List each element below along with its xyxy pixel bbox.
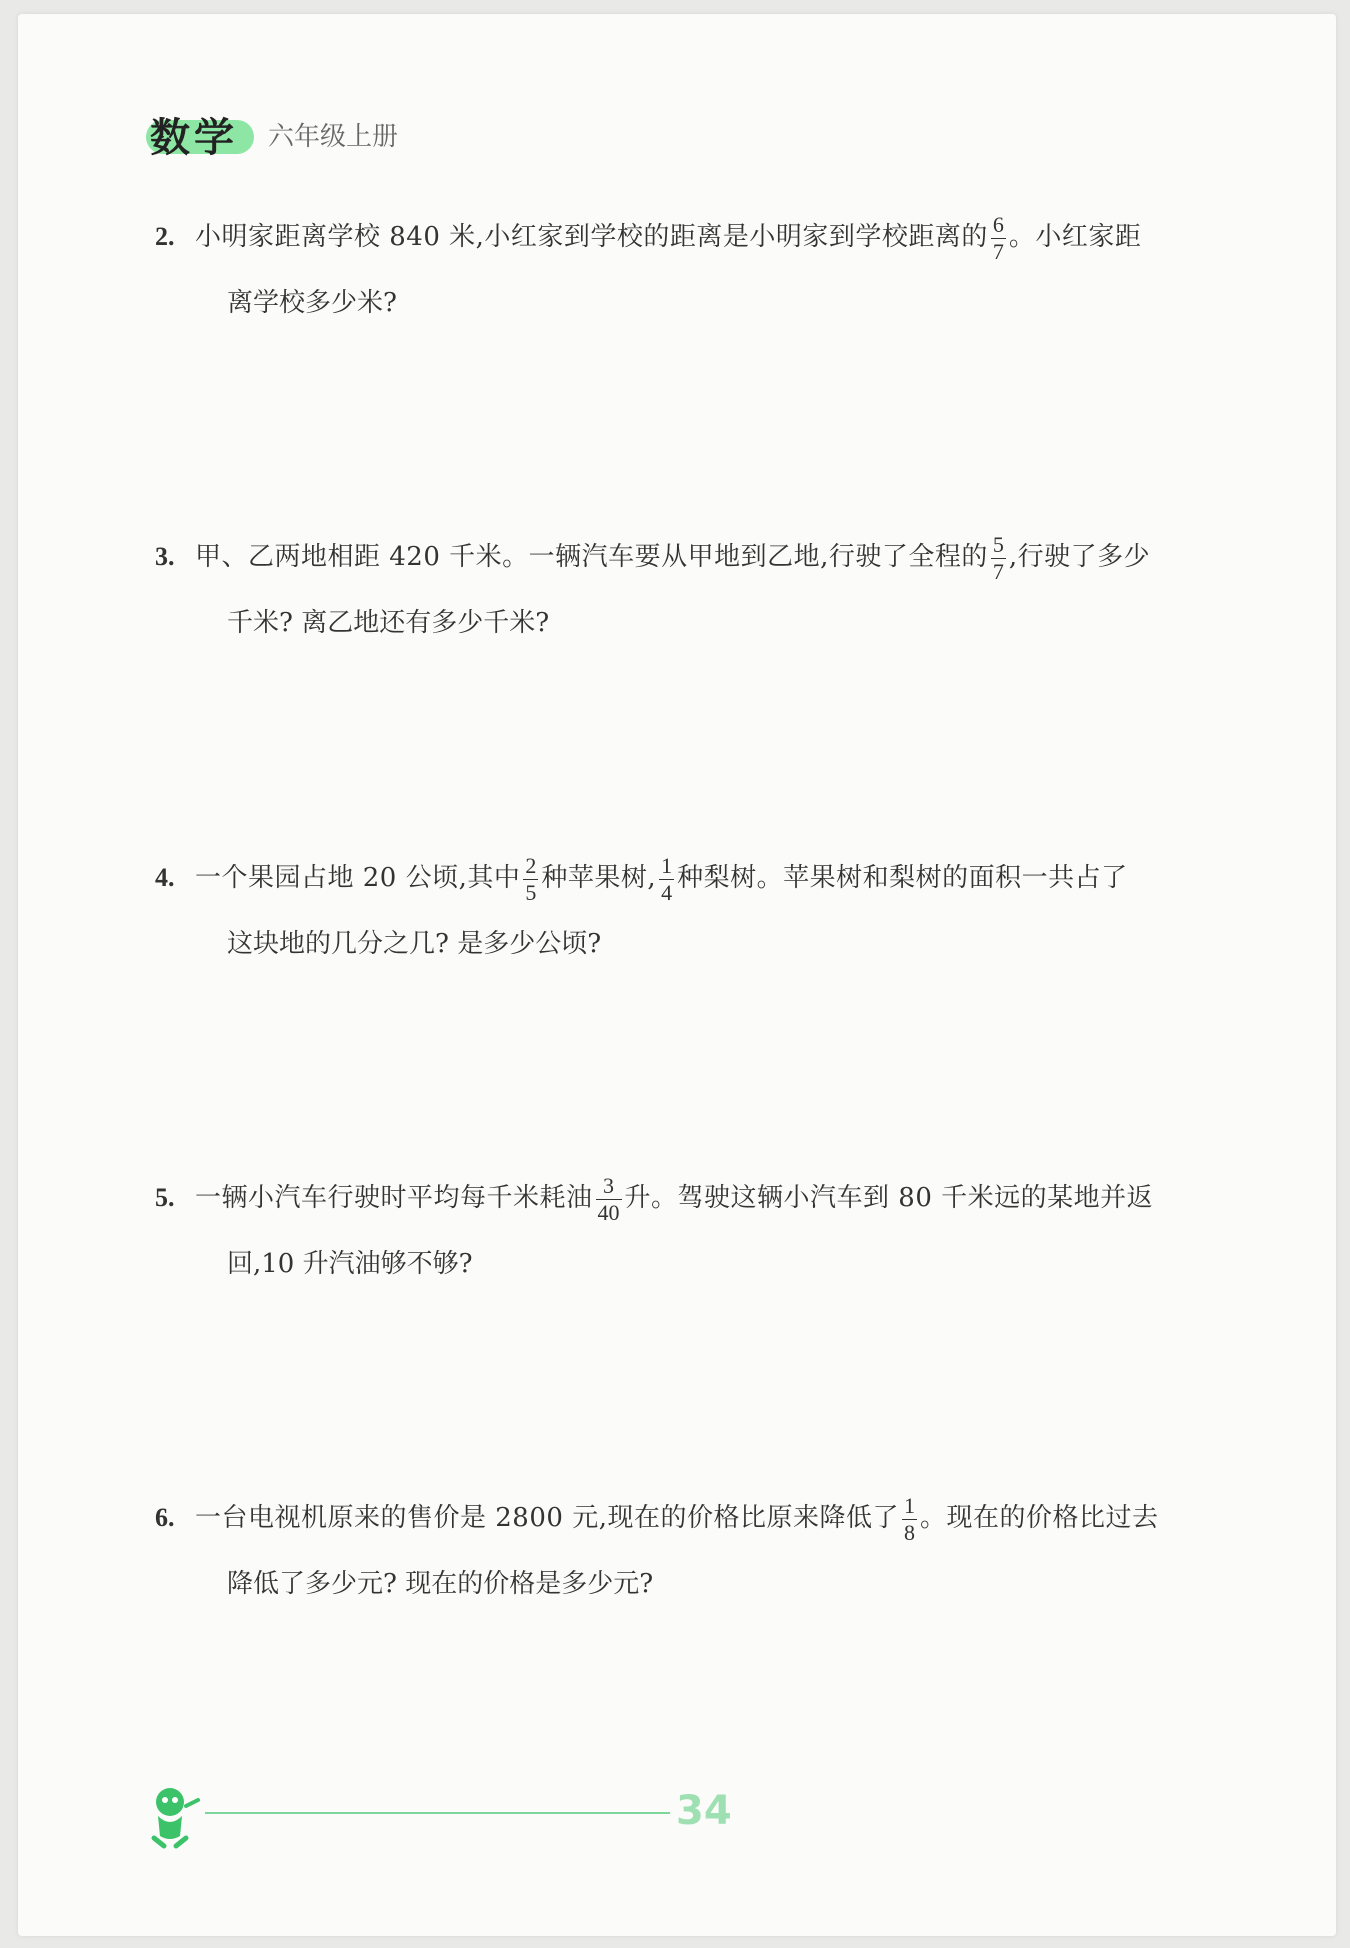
denominator: 5 (525, 879, 537, 905)
problem-line-2: 回,10 升汽油够不够? (227, 1249, 473, 1279)
fraction (523, 852, 538, 905)
denominator: 7 (992, 558, 1004, 584)
denominator: 8 (903, 1519, 915, 1545)
problem-line-1 (195, 204, 1255, 270)
problem-number: 3. (155, 542, 175, 571)
problem-text: 。小红家距 (1008, 222, 1142, 252)
problem-text: 一辆小汽车行驶时平均每千米耗油 (195, 1183, 593, 1213)
fraction (596, 1172, 622, 1225)
problem-number: 2. (155, 222, 175, 251)
problem-text: ,行驶了多少 (1008, 542, 1151, 572)
problem-6 (155, 1485, 1255, 1617)
numerator: 5 (992, 531, 1004, 557)
problem-line-2: 离学校多少米? (227, 288, 397, 318)
problem-line-2: 这块地的几分之几? 是多少公顷? (227, 929, 602, 959)
fraction (659, 852, 674, 905)
problem-text: 一台电视机原来的售价是 2800 元,现在的价格比原来降低了 (195, 1503, 899, 1533)
grade-label: 六年级上册 (268, 122, 399, 152)
problem-line-1 (195, 845, 1255, 911)
problem-5 (155, 1165, 1255, 1297)
problem-line-1 (195, 1165, 1255, 1231)
numerator: 1 (661, 852, 673, 878)
numerator: 2 (525, 852, 537, 878)
subject-title: 数学 (150, 115, 238, 161)
page-number: 34 (676, 1788, 732, 1834)
problem-text: 种苹果树, (541, 863, 657, 893)
problem-text: 甲、乙两地相距 420 千米。一辆汽车要从甲地到乙地,行驶了全程的 (195, 542, 988, 572)
denominator: 4 (661, 879, 673, 905)
denominator: 7 (992, 238, 1004, 264)
problem-2 (155, 204, 1255, 336)
problem-line-1 (195, 1485, 1255, 1551)
problem-3 (155, 524, 1255, 656)
problem-text: 种梨树。苹果树和梨树的面积一共占了 (677, 863, 1128, 893)
denominator: 40 (597, 1199, 620, 1225)
numerator: 3 (603, 1172, 615, 1198)
problem-4 (155, 845, 1255, 977)
problem-text: 升。驾驶这辆小汽车到 80 千米远的某地并返 (624, 1183, 1154, 1213)
numerator: 1 (903, 1492, 915, 1518)
problem-number: 4. (155, 863, 175, 892)
problem-text: 。现在的价格比过去 (919, 1503, 1159, 1533)
problem-line-1 (195, 524, 1255, 590)
fraction (991, 211, 1006, 264)
mascot-icon (140, 1780, 210, 1850)
problem-line-2: 千米? 离乙地还有多少千米? (227, 608, 550, 638)
footer-rule (205, 1812, 670, 1814)
fraction (991, 531, 1006, 584)
problem-number: 6. (155, 1503, 175, 1532)
problem-number: 5. (155, 1183, 175, 1212)
problem-line-2: 降低了多少元? 现在的价格是多少元? (227, 1569, 654, 1599)
problem-text: 小明家距离学校 840 米,小红家到学校的距离是小明家到学校距离的 (195, 222, 988, 252)
numerator: 6 (992, 211, 1004, 237)
problem-text: 一个果园占地 20 公顷,其中 (195, 863, 521, 893)
fraction (902, 1492, 917, 1545)
